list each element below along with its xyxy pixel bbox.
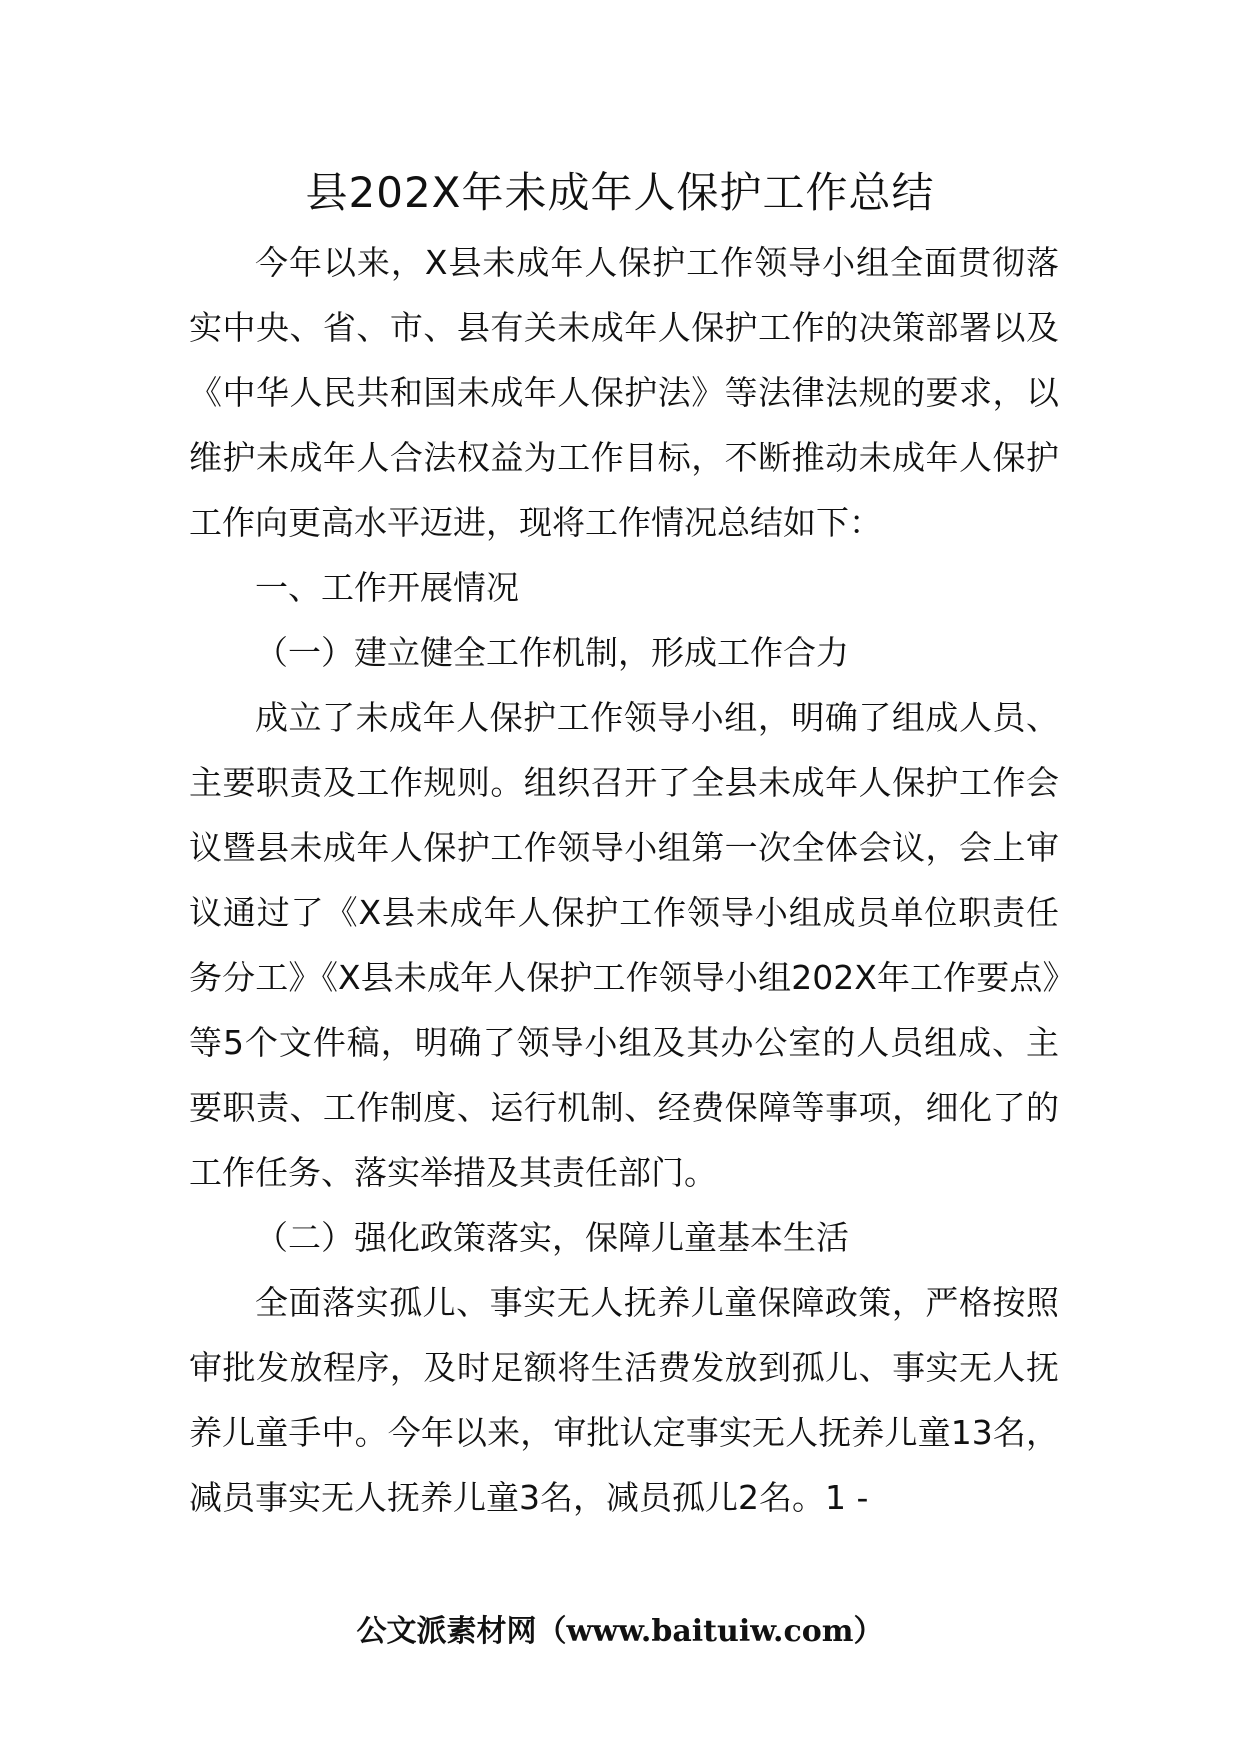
document-body [189, 230, 1059, 1530]
intro-paragraph: 今年以来，X县未成年人保护工作领导小组全面贯彻落实中央、省、市、县有关未成年人保护工作的决策部署以及《中华人民共和国未成年人保护法》等法律法规的要求，以维护未成年人合法权益为工作目标，不断推动未成年人保护工作向更高水平迈进，现将工作情况总结如下： [189, 243, 1059, 542]
subsection-heading-1: （一）建立健全工作机制，形成工作合力 [255, 633, 849, 672]
subsection-heading-2: （二）强化政策落实，保障儿童基本生活 [255, 1218, 849, 1257]
body-paragraph-2: 全面落实孤儿、事实无人抚养儿童保障政策，严格按照审批发放程序，及时足额将生活费发放到孤儿、事实无人抚养儿童手中。今年以来，审批认定事实无人抚养儿童13名，减员事实无人抚养儿童3名，减员孤儿2名。1 - [189, 1283, 1059, 1517]
section-heading-1: 一、工作开展情况 [255, 568, 519, 607]
body-paragraph-1: 成立了未成年人保护工作领导小组，明确了组成人员、主要职责及工作规则。组织召开了全县未成年人保护工作会议暨县未成年人保护工作领导小组第一次全体会议，会上审议通过了《X县未成年人保护工作领导小组成员单位职责任务分工》《X县未成年人保护工作领导小组202X年工作要点》等5个文件稿，明确了领导小组及其办公室的人员组成、主要职责、工作制度、运行机制、经费保障等事项，细化了的工作任务、落实举措及其责任部门。 [189, 698, 1059, 1192]
document-title: 县202X年未成年人保护工作总结 [305, 168, 935, 217]
footer-watermark: 公文派素材网（www.baituiw.com） [356, 1614, 884, 1649]
